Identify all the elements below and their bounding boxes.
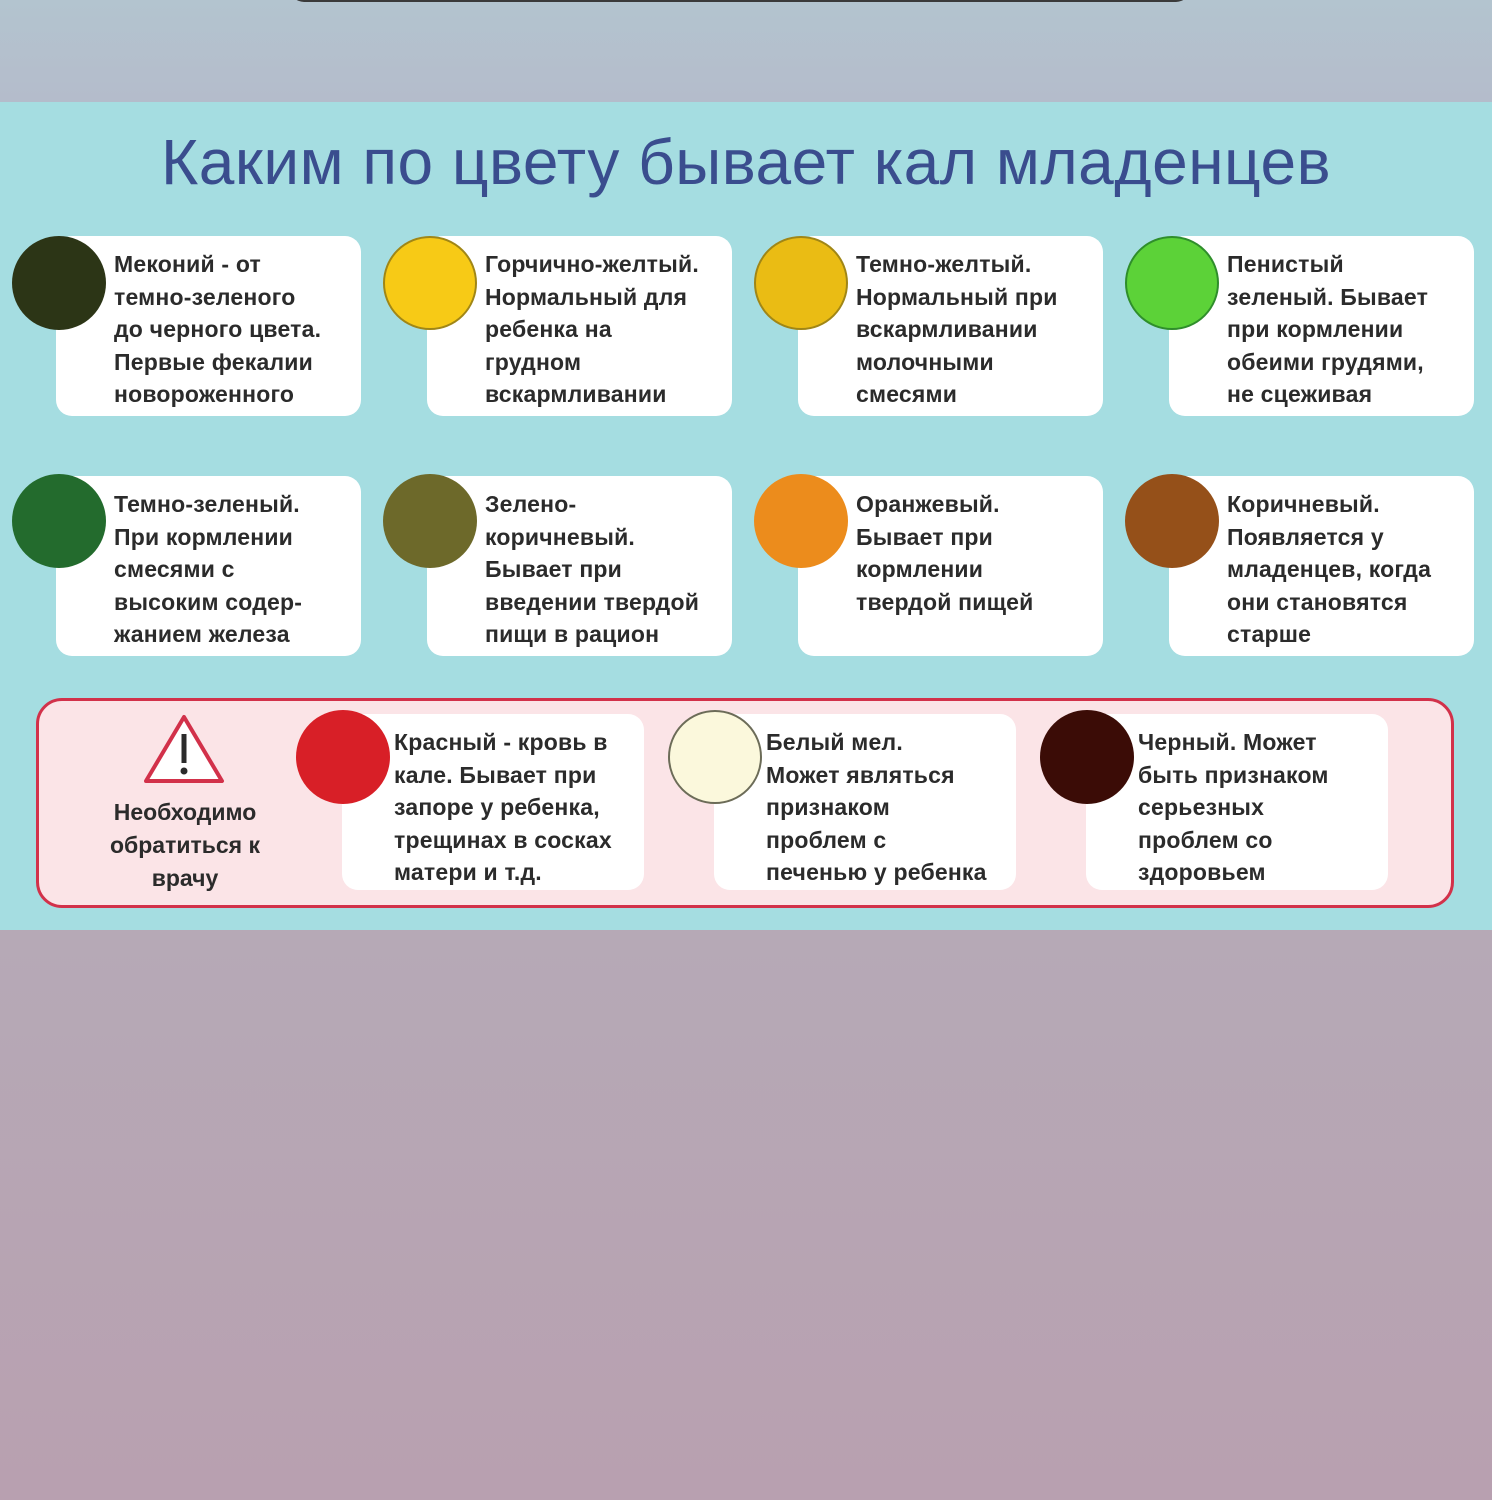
see-doctor-label: Необходимо обратиться к врачу xyxy=(109,799,261,891)
card-text: Темно-желтый. Нормальный при вскармливании молочными смесями xyxy=(856,251,1058,407)
color-swatch-orange xyxy=(754,474,848,568)
color-swatch-white-chalk xyxy=(668,710,762,804)
color-swatch-dark-yellow xyxy=(754,236,848,330)
color-swatch-meconium xyxy=(12,236,106,330)
card-text: Пенистый зеленый. Бывает при кормлении обеими грудями, не сцеживая xyxy=(1227,251,1429,407)
card-text: Белый мел. Может являться признаком проблем с печенью у ребенка xyxy=(766,729,987,885)
phone-top-bar xyxy=(290,0,1190,2)
card-text: Черный. Может быть признаком серьезных проблем со здоровьем xyxy=(1138,729,1329,885)
card-text: Горчично-желтый. Нормальный для ребенка на грудном вскармливании xyxy=(485,251,699,407)
card-text: Красный - кровь в кале. Бывает при запоре у ребенка, трещинах в сосках матери и т.д. xyxy=(394,729,612,885)
page-title: Каким по цвету бывает кал младенцев xyxy=(160,126,1332,198)
color-swatch-green-brown xyxy=(383,474,477,568)
card-text: Зелено- коричневый. Бывает при введении твердой пищи в рацион xyxy=(485,491,700,647)
card-text: Оранжевый. Бывает при кормлении твердой пищей xyxy=(856,491,1034,615)
warning-triangle-icon xyxy=(142,712,226,786)
color-swatch-brown xyxy=(1125,474,1219,568)
card-text: Темно-зеленый. При кормлении смесями с высоким содер- жанием железа xyxy=(114,491,303,647)
color-swatch-dark-green xyxy=(12,474,106,568)
color-swatch-mustard-yellow xyxy=(383,236,477,330)
card-text: Меконий - от темно-зеленого до черного цвета. Первые фекалии новороженного xyxy=(114,251,322,407)
card-text: Коричневый. Появляется у младенцев, когда они становятся старше xyxy=(1227,491,1432,647)
color-swatch-red xyxy=(296,710,390,804)
color-swatch-black xyxy=(1040,710,1134,804)
color-swatch-foamy-green xyxy=(1125,236,1219,330)
